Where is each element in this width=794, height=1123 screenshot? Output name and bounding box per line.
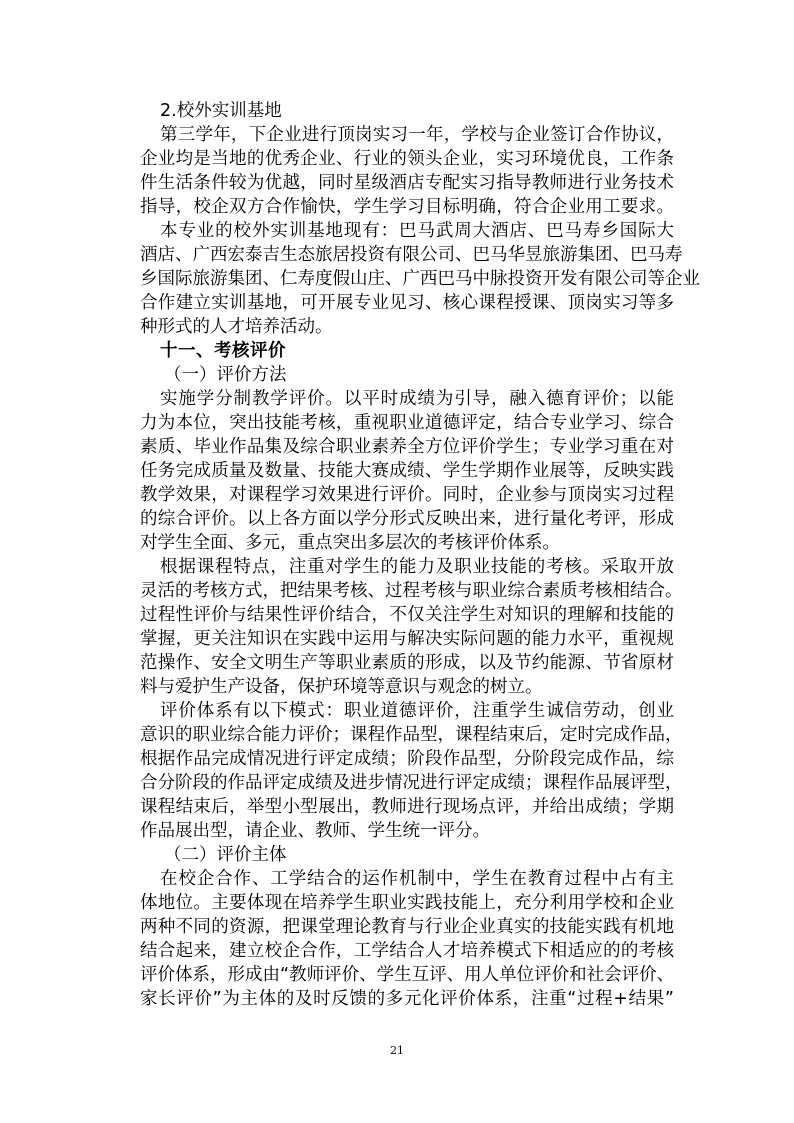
text-line: 根据课程特点，注重对学生的能力及职业技能的考核。采取开放 [160, 557, 674, 577]
text-line: 的综合评价。以上各方面以学分形式反映出来，进行量化考评，形成 [140, 509, 674, 529]
text-line: 两种不同的资源，把课堂理论教育与行业企业真实的技能实践有机地 [140, 917, 674, 937]
text-line: 素质、毕业作品集及综合职业素养全方位评价学生；专业学习重在对 [140, 437, 674, 457]
text-line: 料与爱护生产设备，保护环境等意识与观念的树立。 [140, 677, 543, 697]
text-line: 种形式的人才培养活动。 [140, 317, 333, 337]
section-heading: 十一、考核评价 [160, 341, 286, 361]
text-line: （一）评价方法 [164, 365, 287, 385]
text-line: 教学效果，对课程学习效果进行评价。同时，企业参与顶岗实习过程 [140, 485, 674, 505]
text-line: 范操作、安全文明生产等职业素质的形成，以及节约能源、节省原材 [140, 653, 674, 673]
text-line: 件生活条件较为优越，同时星级酒店专配实习指导教师进行业务技术 [140, 173, 674, 193]
text-line: 酒店、广西宏泰吉生态旅居投资有限公司、巴马华昱旅游集团、巴马寿 [140, 245, 683, 265]
text-line: 任务完成质量及数量、技能大赛成绩、学生学期作业展等，反映实践 [140, 461, 674, 481]
text-line: （二）评价主体 [164, 845, 287, 865]
text-line: 意识的职业综合能力评价；课程作品型，课程结束后，定时完成作品， [140, 725, 683, 745]
text-line: 第三学年，下企业进行顶岗实习一年，学校与企业签订合作协议， [160, 125, 674, 145]
text-line: 本专业的校外实训基地现有：巴马武周大酒店、巴马寿乡国际大 [160, 221, 674, 241]
text-line: 指导，校企双方合作愉快，学生学习目标明确，符合企业用工要求。 [140, 197, 674, 217]
text-line: 家长评价”为主体的及时反馈的多元化评价体系，注重“过程+结果” [140, 989, 674, 1009]
text-line: 灵活的考核方式，把结果考核、过程考核与职业综合素质考核相结合。 [140, 581, 683, 601]
text-line: 对学生全面、多元，重点突出多层次的考核评价体系。 [140, 533, 560, 553]
text-line: 乡国际旅游集团、仁寿度假山庄、广西巴马中脉投资开发有限公司等企业 [140, 269, 700, 289]
text-line: 评价体系有以下模式：职业道德评价，注重学生诚信劳动，创业 [160, 701, 674, 721]
text-line: 根据作品完成情况进行评定成绩；阶段作品型，分阶段完成作品，综 [140, 749, 674, 769]
text-line: 体地位。主要体现在培养学生职业实践技能上，充分利用学校和企业 [140, 893, 674, 913]
text-line: 掌握，更关注知识在实践中运用与解决实际问题的能力水平，重视规 [140, 629, 674, 649]
text-line: 2.校外实训基地 [160, 101, 282, 121]
text-line: 企业均是当地的优秀企业、行业的领头企业，实习环境优良，工作条 [140, 149, 674, 169]
page-number: 21 [390, 1044, 404, 1057]
text-line: 力为本位，突出技能考核，重视职业道德评定，结合专业学习、综合 [140, 413, 674, 433]
text-line: 合分阶段的作品评定成绩及进步情况进行评定成绩；课程作品展评型， [140, 773, 683, 793]
text-line: 过程性评价与结果性评价结合，不仅关注学生对知识的理解和技能的 [140, 605, 674, 625]
text-line: 在校企合作、工学结合的运作机制中，学生在教育过程中占有主 [160, 869, 674, 889]
text-line: 课程结束后，举型小型展出，教师进行现场点评，并给出成绩；学期 [140, 797, 674, 817]
text-line: 结合起来，建立校企合作，工学结合人才培养模式下相适应的的考核 [140, 941, 674, 961]
text-line: 评价体系，形成由“教师评价、学生互评、用人单位评价和社会评价、 [140, 965, 675, 985]
text-line: 作品展出型，请企业、教师、学生统一评分。 [140, 821, 490, 841]
text-line: 实施学分制教学评价。以平时成绩为引导，融入德育评价；以能 [160, 389, 674, 409]
text-line: 合作建立实训基地，可开展专业见习、核心课程授课、顶岗实习等多 [140, 293, 674, 313]
